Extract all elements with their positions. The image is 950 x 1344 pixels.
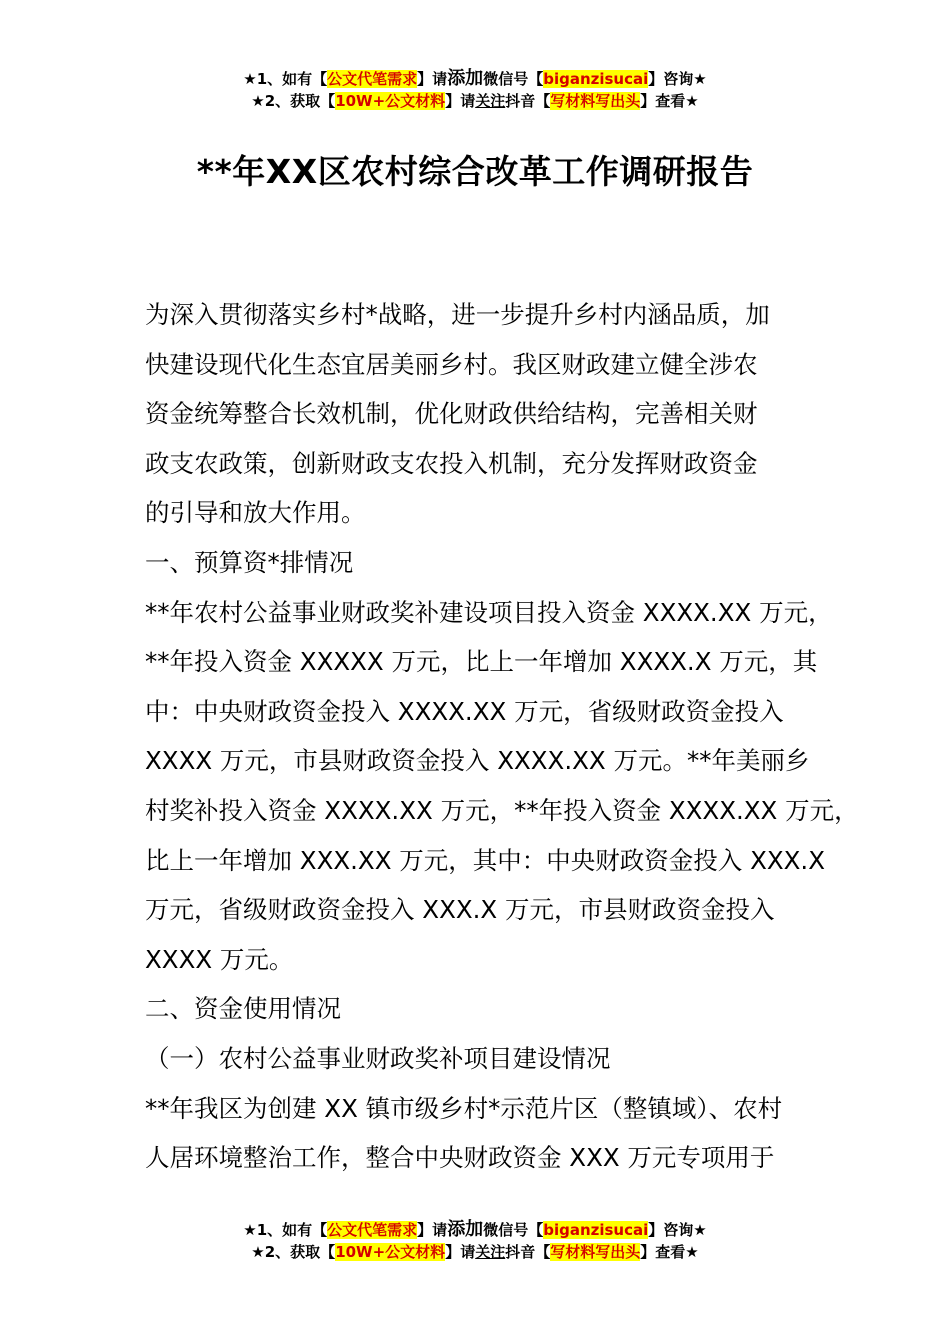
highlight-materials: 10W+公文材料 bbox=[335, 92, 446, 110]
body-line: **年我区为创建 XX 镇市级乡村*示范片区（整镇域）、农村 bbox=[145, 1093, 783, 1123]
body-line: 中：中央财政资金投入 XXXX.XX 万元，省级财政资金投入 bbox=[145, 696, 784, 726]
body-line: 为深入贯彻落实乡村*战略，进一步提升乡村内涵品质，加 bbox=[145, 300, 770, 329]
highlight-douyin-account: 写材料写出头 bbox=[550, 92, 641, 110]
banner-line-2: ★2、获取【10W+公文材料】请关注抖音【写材料写出头】查看★ bbox=[251, 92, 699, 110]
banner-line-1: ★1、如有【公文代笔需求】请添加微信号【biganzisucai】咨询★ bbox=[243, 1219, 707, 1240]
highlight-writing-service: 公文代笔需求 bbox=[327, 1221, 418, 1239]
highlight-douyin-account: 写材料写出头 bbox=[550, 1243, 641, 1261]
section-heading: 二、资金使用情况 bbox=[145, 994, 341, 1024]
highlight-wechat-id: biganzisucai bbox=[543, 1221, 649, 1239]
highlight-writing-service: 公文代笔需求 bbox=[327, 70, 418, 88]
document-body bbox=[145, 290, 859, 1183]
body-line: 人居环境整治工作，整合中央财政资金 XXX 万元专项用于 bbox=[145, 1143, 775, 1173]
body-line: XXXX 万元，市县财政资金投入 XXXX.XX 万元。**年美丽乡 bbox=[145, 746, 810, 776]
page-title: **年XX区农村综合改革工作调研报告 bbox=[196, 152, 754, 191]
body-line: XXXX 万元。 bbox=[145, 944, 294, 974]
body-line: 政支农政策，创新财政支农投入机制，充分发挥财政资金 bbox=[145, 448, 758, 478]
body-line: **年投入资金 XXXXX 万元，比上一年增加 XXXX.X 万元，其 bbox=[145, 647, 818, 677]
body-line: 资金统筹整合长效机制，优化财政供给结构，完善相关财 bbox=[145, 399, 758, 429]
subsection-heading: （一）农村公益事业财政奖补项目建设情况 bbox=[145, 1043, 611, 1073]
banner-line-2: ★2、获取【10W+公文材料】请关注抖音【写材料写出头】查看★ bbox=[251, 1243, 699, 1261]
section-heading: 一、预算资*排情况 bbox=[145, 547, 354, 577]
body-line: 村奖补投入资金 XXXX.XX 万元，**年投入资金 XXXX.XX 万元， bbox=[145, 795, 859, 825]
header-banner bbox=[0, 68, 950, 112]
banner-line-1: ★1、如有【公文代笔需求】请添加微信号【biganzisucai】咨询★ bbox=[243, 68, 707, 89]
body-line: 比上一年增加 XXX.XX 万元，其中：中央财政资金投入 XXX.X bbox=[145, 845, 825, 875]
footer-banner bbox=[0, 1219, 950, 1263]
body-line: **年农村公益事业财政奖补建设项目投入资金 XXXX.XX 万元， bbox=[145, 597, 833, 627]
body-line: 快建设现代化生态宜居美丽乡村。我区财政建立健全涉农 bbox=[145, 349, 758, 379]
body-line: 万元，省级财政资金投入 XXX.X 万元，市县财政资金投入 bbox=[145, 895, 775, 925]
body-line: 的引导和放大作用。 bbox=[145, 498, 366, 528]
highlight-wechat-id: biganzisucai bbox=[543, 70, 649, 88]
highlight-materials: 10W+公文材料 bbox=[335, 1243, 446, 1261]
